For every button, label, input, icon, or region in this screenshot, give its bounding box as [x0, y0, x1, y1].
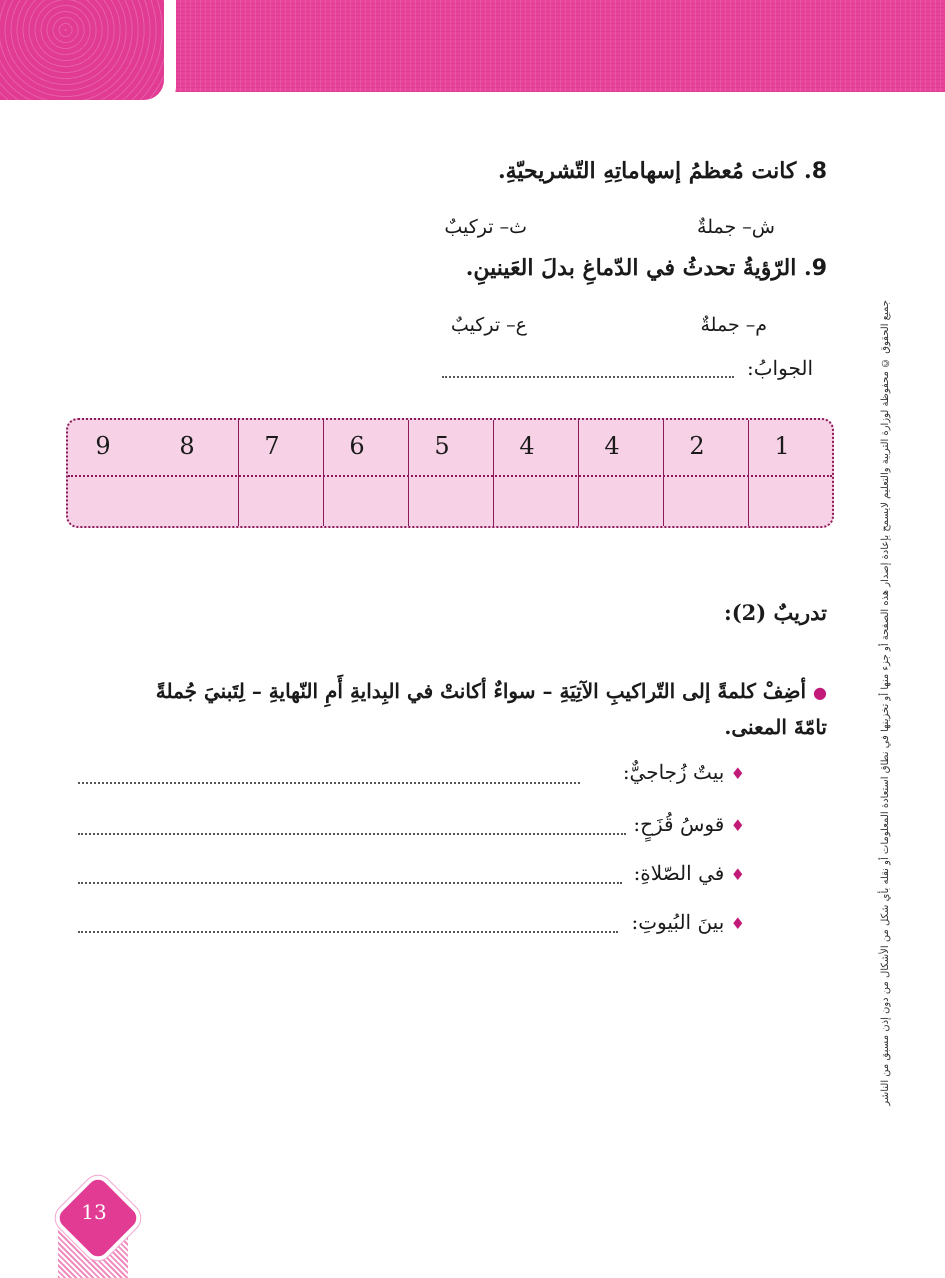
q8-option-a: ش– جملةٌ	[697, 216, 775, 238]
table-header-cell: 1	[774, 432, 790, 460]
answer-label: الجوابُ:	[746, 356, 813, 380]
item-text: بيتٌ زُجاجيٌّ:	[622, 760, 725, 784]
table-header-cell: 2	[689, 432, 705, 460]
item-2-answer-line[interactable]	[78, 833, 626, 835]
bullet-icon: ●	[813, 683, 827, 702]
q9-option-b: ع– تركيبٌ	[450, 314, 527, 336]
table-header-cell: 6	[349, 432, 365, 460]
item-text: قوسُ قُزَحٍ:	[633, 812, 725, 836]
answer-table	[66, 418, 834, 528]
table-header-cell: 9	[95, 432, 111, 460]
exercise-instruction	[117, 674, 827, 744]
instruction-text: أضِفْ كلمةً إلى التّراكيبِ الآتِيَةِ – سواءٌ أكانتْ في البِدايةِ أَمِ النّهايةِ – لِتَبنيَ جُملةً تامّةَ المعنى.	[155, 679, 827, 739]
diamond-bullet-icon: ♦	[730, 816, 745, 835]
q9-option-a: م– جملةٌ	[700, 314, 767, 336]
diamond-bullet-icon: ♦	[730, 865, 745, 884]
item-4-answer-line[interactable]	[78, 931, 618, 933]
item-text: بينَ البُيوتِ:	[631, 910, 725, 934]
copyright-text: جميع الحقوق © محفوظة لوزارة التربية والتعليم لايسمح بإعادة إصدار هذه الصفحة أو جزء منها أو تخزينها في نطاق استعادة المعلومات أو نقله بأي شكل من الأشكال من دون إذن مسبق من الناشر	[880, 300, 891, 1106]
answer-line[interactable]	[442, 376, 734, 378]
header-corner-texture	[0, 0, 164, 100]
table-header-cell: 5	[434, 432, 450, 460]
table-header-cell: 4	[604, 432, 620, 460]
q8-option-b: ث– تركيبٌ	[444, 216, 527, 238]
item-text: في الصّلاةِ:	[633, 861, 725, 885]
table-header-cell: 4	[519, 432, 535, 460]
question-number: 9	[811, 256, 827, 281]
question-number: 8	[811, 159, 827, 184]
exercise-title: تدريبٌ (2):	[723, 600, 827, 625]
table-header-cell: 8	[179, 432, 195, 460]
exercise-item-1	[385, 760, 745, 784]
question-9	[227, 255, 827, 281]
page-number: 13	[81, 1200, 107, 1224]
question-text: . الرّؤيةُ تحدثُ في الدّماغِ بدلَ العَينينِ.	[465, 255, 812, 281]
question-text: . كانت مُعظمُ إسهاماتِهِ التّشريحيّةِ.	[497, 158, 812, 184]
copyright-sidebar	[880, 300, 904, 1106]
diamond-bullet-icon: ♦	[730, 914, 745, 933]
item-3-answer-line[interactable]	[78, 882, 622, 884]
table-header-cell: 7	[264, 432, 280, 460]
question-8	[227, 158, 827, 184]
item-1-answer-line[interactable]	[78, 782, 580, 784]
diamond-bullet-icon: ♦	[730, 764, 745, 783]
page-number-badge	[58, 1180, 128, 1250]
